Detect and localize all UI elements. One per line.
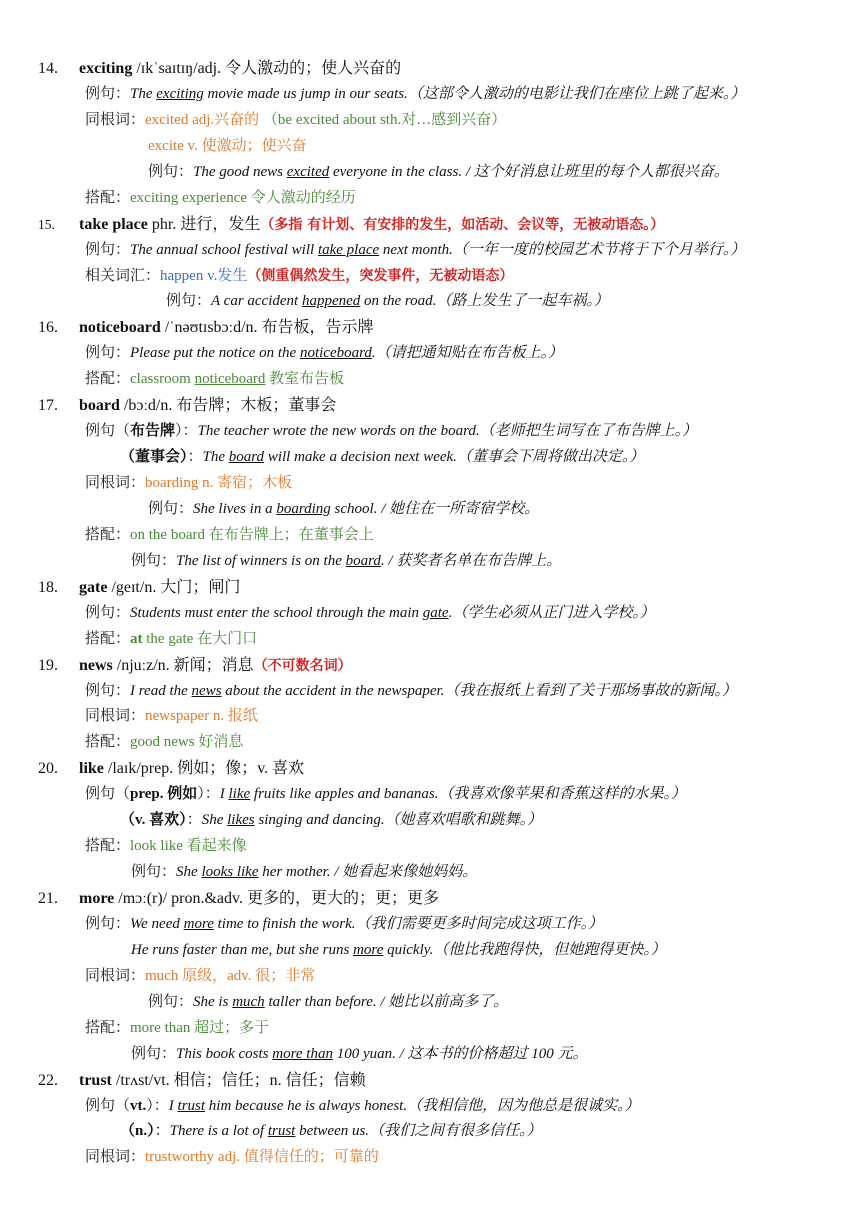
example-line: （董事会）：The board will make a decision next week.（董事会下周将做出决定。） bbox=[120, 449, 645, 466]
example-line: 例句：Please put the notice on the noticeboard.（请把通知贴在布告板上。） bbox=[85, 345, 564, 362]
example-line: 例句：The annual school festival will take place next month.（一年一度的校园艺术节将于下个月举行。） bbox=[85, 241, 746, 258]
entry-18-header: 18. gate /geɪt/n. 大门；闸门 bbox=[0, 575, 860, 601]
example-line: 例句：Students must enter the school through the main gate.（学生必须从正门进入学校。） bbox=[85, 604, 655, 621]
collocation-line: 搭配：at the gate 在大门口 bbox=[85, 630, 258, 647]
headword: gate bbox=[79, 578, 108, 596]
example-line: 例句：She lives in a boarding school. / 她住在一所寄宿学校。 bbox=[148, 500, 540, 517]
headword: like bbox=[79, 760, 104, 778]
entry-number: 16. bbox=[38, 319, 58, 337]
example-line: 例句：This book costs more than 100 yuan. / 这本书的价格超过 100 元。 bbox=[131, 1045, 588, 1062]
collocation-line: 搭配：good news 好消息 bbox=[85, 734, 244, 751]
example-line: 例句（prep. 例如）：I like fruits like apples and bananas.（我喜欢像苹果和香蕉这样的水果。） bbox=[85, 786, 687, 803]
entry-number: 15. bbox=[38, 216, 55, 232]
entry-number: 18. bbox=[38, 578, 58, 596]
example-line: 例句：I read the news about the accident in the newspaper.（我在报纸上看到了关于那场事故的新闻。） bbox=[85, 682, 737, 699]
example-line: 例句：She is much taller than before. / 她比以前高多了。 bbox=[148, 993, 509, 1010]
entry-number: 14. bbox=[38, 60, 58, 77]
entry-number: 19. bbox=[38, 656, 58, 674]
entry-number: 22. bbox=[38, 1071, 58, 1089]
headword: exciting bbox=[79, 60, 133, 77]
collocation-line: 搭配：on the board 在布告牌上；在董事会上 bbox=[85, 526, 374, 543]
entry-22-header: 22. trust /trʌst/vt. 相信；信任；n. 信任；信赖 bbox=[0, 1068, 860, 1094]
entry-15-header: 15. take place phr. 进行，发生（多指 有计划、有安排的发生，如活动、会议等，无被动语态。） bbox=[0, 212, 860, 238]
headword: trust bbox=[79, 1071, 112, 1089]
collocation-line: 搭配：classroom noticeboard 教室布告板 bbox=[85, 371, 345, 388]
root-words-line: 同根词：excited adj.兴奋的 （be excited about sth.对…感到兴奋） bbox=[85, 111, 507, 128]
example-line: 例句：The list of winners is on the board. / 获奖者名单在布告牌上。 bbox=[131, 552, 562, 569]
vocabulary-page bbox=[0, 56, 860, 1171]
pronunciation-definition: /ɪkˈsaɪtɪŋ/adj. 令人激动的；使人兴奋的 bbox=[132, 60, 402, 77]
root-words-line: 同根词：much 原级，adv. 很；非常 bbox=[85, 967, 316, 984]
example-line: 例句（布告牌）：The teacher wrote the new words on the board.（老师把生词写在了布告牌上。） bbox=[85, 423, 698, 440]
headword: take place bbox=[79, 215, 148, 233]
usage-note: （不可数名词） bbox=[253, 657, 352, 674]
headword: noticeboard bbox=[79, 319, 161, 337]
entry-20-header: 20. like /laɪk/prep. 例如；像；v. 喜欢 bbox=[0, 756, 860, 782]
entry-21-header: 21. more /mɔː(r)/ pron.&adv. 更多的，更大的；更；更多 bbox=[0, 886, 860, 912]
headword: more bbox=[79, 890, 115, 907]
root-words-line: excite v. 使激动；使兴奋 bbox=[148, 137, 307, 154]
example-line: 例句：The good news excited everyone in the class. / 这个好消息让班里的每个人都很兴奋。 bbox=[148, 163, 729, 180]
example-line: 例句：The exciting movie made us jump in our seats.（这部令人激动的电影让我们在座位上跳了起来。） bbox=[85, 85, 746, 102]
example-line: （v. 喜欢）：She likes singing and dancing.（她喜欢唱歌和跳舞。） bbox=[120, 812, 543, 829]
example-line: 例句（vt.）：I trust him because he is always honest.（我相信他，因为他总是很诚实。） bbox=[85, 1097, 640, 1114]
headword: board bbox=[79, 397, 120, 415]
usage-note: （多指 有计划、有安排的发生，如活动、会议等，无被动语态。） bbox=[260, 216, 665, 233]
entry-14-header bbox=[0, 56, 860, 82]
entry-16-header: 16. noticeboard /ˈnəʊtɪsbɔːd/n. 布告板，告示牌 bbox=[0, 315, 860, 341]
entry-number: 20. bbox=[38, 760, 58, 778]
headword: news bbox=[79, 656, 113, 674]
entry-number: 17. bbox=[38, 397, 58, 415]
example-line: 例句：We need more time to finish the work.（我们需要更多时间完成这项工作。） bbox=[85, 915, 604, 932]
related-words-line: 相关词汇：happen v.发生（侧重偶然发生，突发事件，无被动语态） bbox=[85, 267, 514, 284]
entry-19-header: 19. news /njuːz/n. 新闻；消息（不可数名词） bbox=[0, 653, 860, 679]
collocation-line: 搭配：look like 看起来像 bbox=[85, 838, 247, 855]
example-line: 例句：A car accident happened on the road.（路上发生了一起车祸。） bbox=[166, 293, 609, 310]
example-line: He runs faster than me, but she runs more quickly.（他比我跑得快，但她跑得更快。） bbox=[131, 941, 666, 958]
example-line: 例句：She looks like her mother. / 她看起来像她妈妈。 bbox=[131, 864, 478, 881]
collocation-line: 搭配：exciting experience 令人激动的经历 bbox=[85, 189, 356, 206]
root-words-line: 同根词：boarding n. 寄宿；木板 bbox=[85, 475, 293, 491]
root-words-line: 同根词：newspaper n. 报纸 bbox=[85, 708, 258, 725]
collocation-line: 搭配：more than 超过；多于 bbox=[85, 1019, 270, 1036]
root-words-line: 同根词：trustworthy adj. 值得信任的；可靠的 bbox=[85, 1149, 379, 1166]
example-line: （n.）：There is a lot of trust between us.（我们之间有很多信任。） bbox=[120, 1123, 542, 1140]
entry-number: 21. bbox=[38, 890, 58, 907]
entry-17-header: 17. board /bɔːd/n. 布告牌；木板；董事会 bbox=[0, 393, 860, 419]
